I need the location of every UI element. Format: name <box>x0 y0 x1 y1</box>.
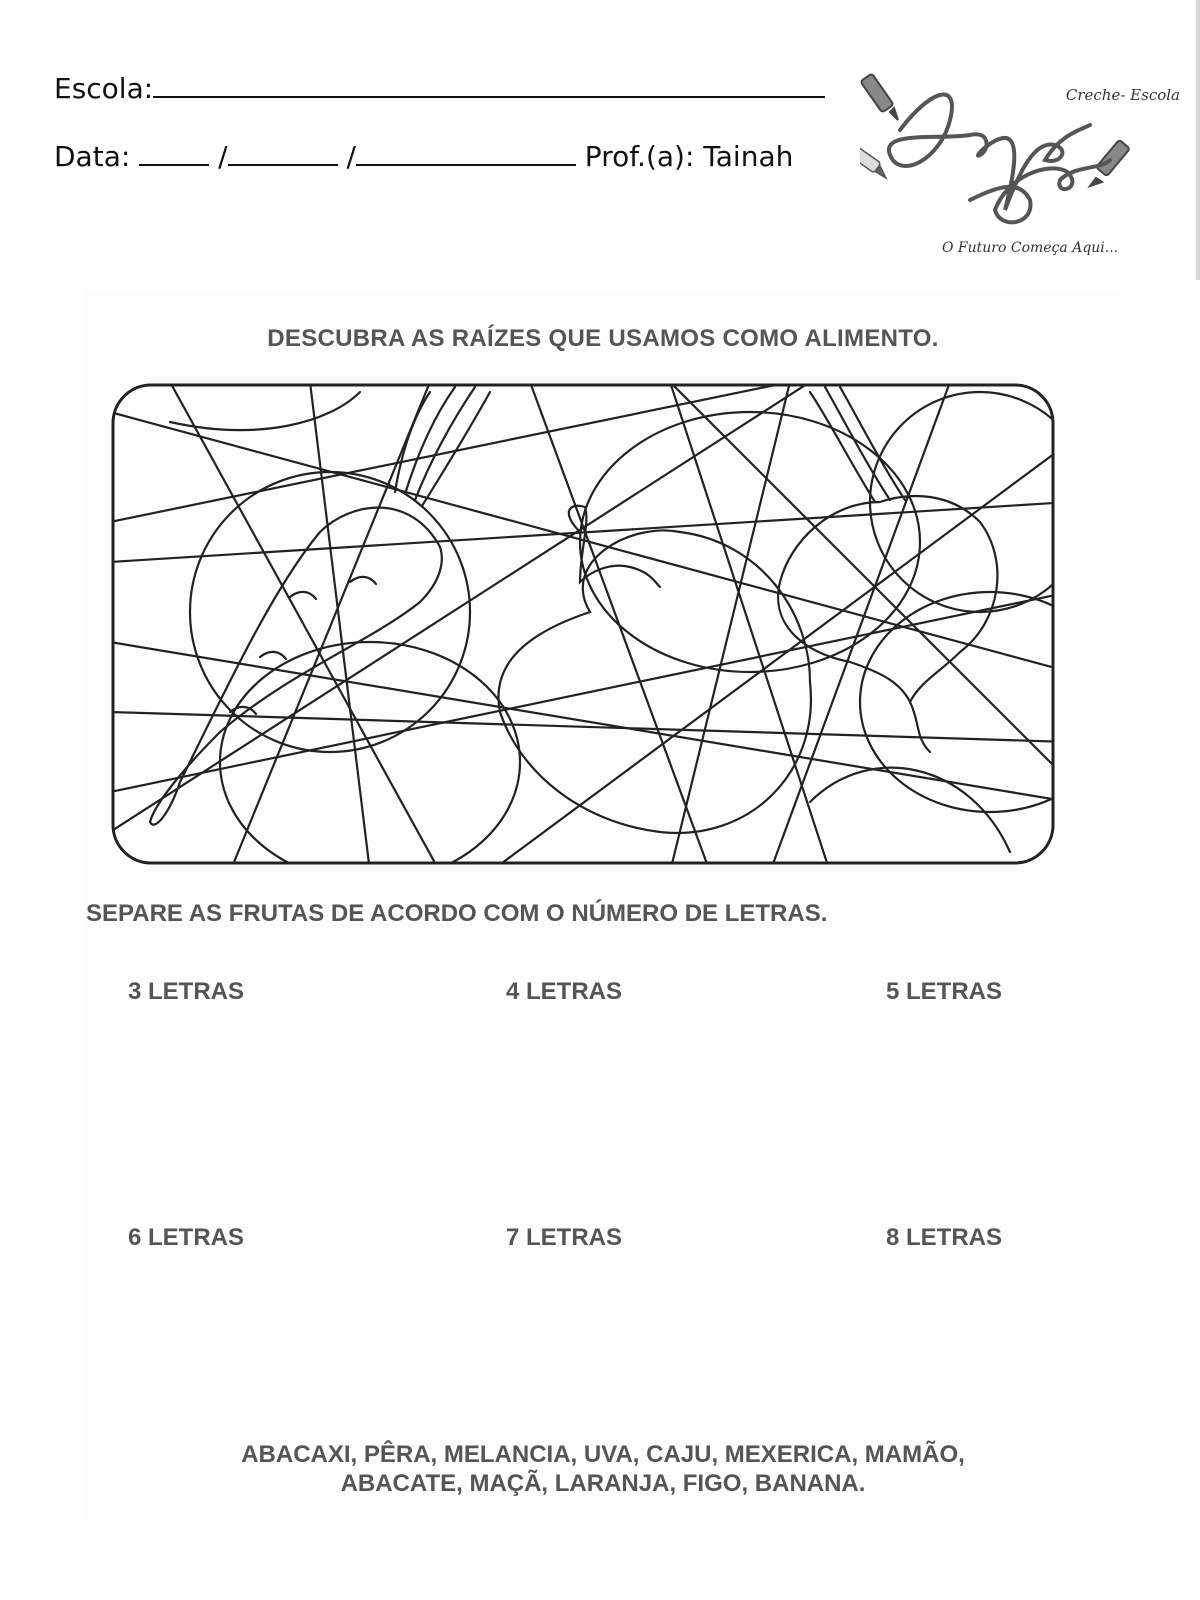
fruit-word-list <box>86 1440 1120 1498</box>
crossing-line <box>670 382 790 872</box>
carrot-leaf <box>422 392 490 506</box>
crossing-line <box>310 382 370 872</box>
beet-tail <box>910 702 930 752</box>
date-separator-1: / <box>218 140 228 173</box>
worksheet <box>86 290 1120 1520</box>
carrot-ridge <box>290 592 316 599</box>
category-8-letters: 8 LETRAS <box>886 1224 1003 1251</box>
crossing-line <box>110 502 1070 562</box>
arc-shape-bottom <box>810 768 1010 852</box>
pencil-icon-right <box>1090 140 1130 186</box>
crossing-line <box>110 642 1070 802</box>
worksheet-header <box>0 0 1200 280</box>
crossing-line <box>770 382 950 872</box>
circle-shape-right <box>870 392 1070 612</box>
date-separator-2: / <box>346 140 356 173</box>
carrot-ridge <box>260 652 286 659</box>
logo-tagline: O Futuro Começa Aqui... <box>942 240 1119 256</box>
logo-top-text: Creche- Escola <box>1065 86 1180 104</box>
category-5-letters: 5 LETRAS <box>886 978 1003 1005</box>
right-edge-border <box>1196 0 1200 280</box>
teacher-label: Prof.(a): <box>584 140 695 173</box>
pencil-icon <box>860 73 898 120</box>
category-6-letters: 6 LETRAS <box>128 1224 245 1251</box>
ellipse-shape-bottom-right <box>860 592 1070 812</box>
arc-shape <box>170 392 360 430</box>
crossing-line <box>110 592 1070 792</box>
carrot-leaf <box>405 387 455 494</box>
pencil-icon-small <box>860 147 886 178</box>
category-4-letters: 4 LETRAS <box>506 978 623 1005</box>
crossing-line <box>110 382 790 522</box>
potato-shape <box>498 530 810 832</box>
date-month-blank[interactable] <box>228 138 338 166</box>
school-label: Escola: <box>54 72 154 105</box>
carrot-ridge <box>350 577 376 584</box>
date-label: Data: <box>54 140 131 173</box>
crossing-line <box>530 382 710 872</box>
crossing-line <box>110 712 1070 742</box>
fruit-word-line-2: ABACATE, MAÇÃ, LARANJA, FIGO, BANANA. <box>340 1470 866 1497</box>
ellipse-shape-bottom <box>220 642 520 872</box>
teacher-name: Tainah <box>703 140 794 173</box>
date-line <box>54 138 793 173</box>
school-logo <box>860 60 1190 270</box>
category-3-letters: 3 LETRAS <box>128 978 245 1005</box>
category-7-letters: 7 LETRAS <box>506 1224 623 1251</box>
beet-leaf <box>825 387 890 500</box>
school-blank[interactable] <box>153 70 825 98</box>
date-year-blank[interactable] <box>356 138 576 166</box>
date-day-blank[interactable] <box>139 138 209 166</box>
school-line <box>54 70 825 105</box>
worksheet-title: DESCUBRA AS RAÍZES QUE USAMOS COMO ALIMENTO. <box>267 325 939 352</box>
hidden-roots-picture <box>110 382 1070 872</box>
worksheet-subtitle: SEPARE AS FRUTAS DE ACORDO COM O NÚMERO DE LETRAS. <box>86 900 828 927</box>
fruit-word-line-1: ABACAXI, PÊRA, MELANCIA, UVA, CAJU, MEXERICA, MAMÃO, <box>241 1441 965 1468</box>
